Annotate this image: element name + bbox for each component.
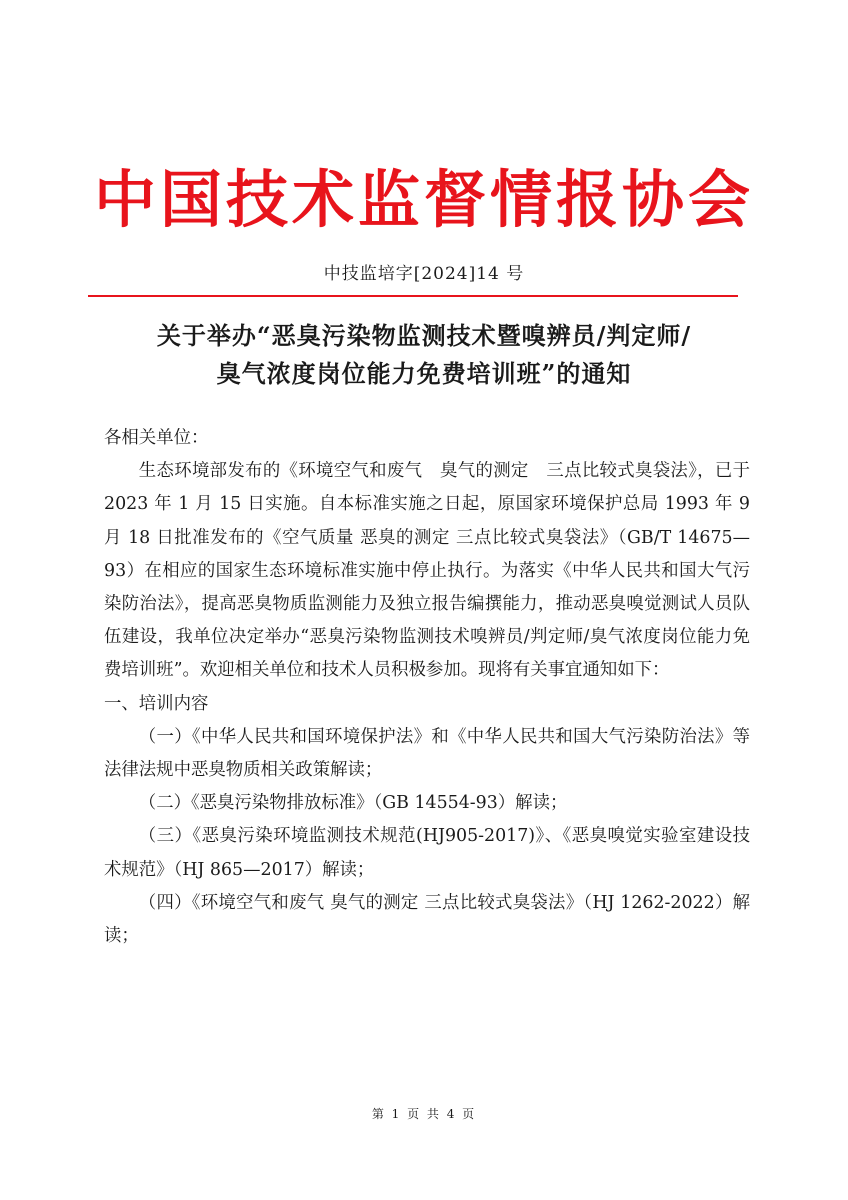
document-body (104, 422, 750, 953)
notice-title (60, 317, 788, 393)
notice-title-line-2: 臭气浓度岗位能力免费培训班”的通知 (216, 359, 632, 388)
list-item: （一）《中华人民共和国环境保护法》和《中华人民共和国大气污染防治法》等法律法规中恶臭物质相关政策解读； (104, 726, 750, 781)
list-item: （四）《环境空气和废气 臭气的测定 三点比较式臭袋法》（HJ 1262-2022）解读； (104, 892, 750, 947)
section-heading-training-content: 一、培训内容 (104, 693, 209, 714)
notice-title-line-1: 关于举办“恶臭污染物监测技术暨嗅辨员/判定师/ (156, 321, 692, 350)
list-item: （三）《恶臭污染环境监测技术规范(HJ905-2017)》、《恶臭嗅觉实验室建设技术规范》（HJ 865—2017）解读； (104, 826, 750, 880)
page-footer: 第 1 页 共 4 页 (371, 1107, 477, 1121)
list-item: （二）《恶臭污染物排放标准》（GB 14554-93）解读； (138, 793, 568, 814)
document-number: 中技监培字[2024]14 号 (323, 264, 525, 284)
salutation: 各相关单位： (104, 428, 209, 448)
organization-header: 中国技术监督情报协会 (93, 163, 754, 236)
intro-paragraph: 生态环境部发布的《环境空气和废气 臭气的测定 三点比较式臭袋法》，已于 2023 年 1 月 15 日实施。自本标准实施之日起，原国家环境保护总局 1993 年 9 月 18 日批准发布的《空气质量 恶臭的测定 三点比较式臭袋法》（GB/T 14675—93）在相应的国家生态环境标准实施中停止执行。为落实《中华人民共和国大气污染防治法》，提高恶臭物质监测能力及独立报告编撰能力，推动恶臭嗅觉测试人员队伍建设，我单位决定举办“恶臭污染物监测技术嗅辨员/判定师/臭气浓度岗位能力免费培训班”。欢迎相关单位和技术人员积极参加。现将有关事宜通知如下： (104, 461, 750, 681)
red-divider (88, 295, 738, 297)
